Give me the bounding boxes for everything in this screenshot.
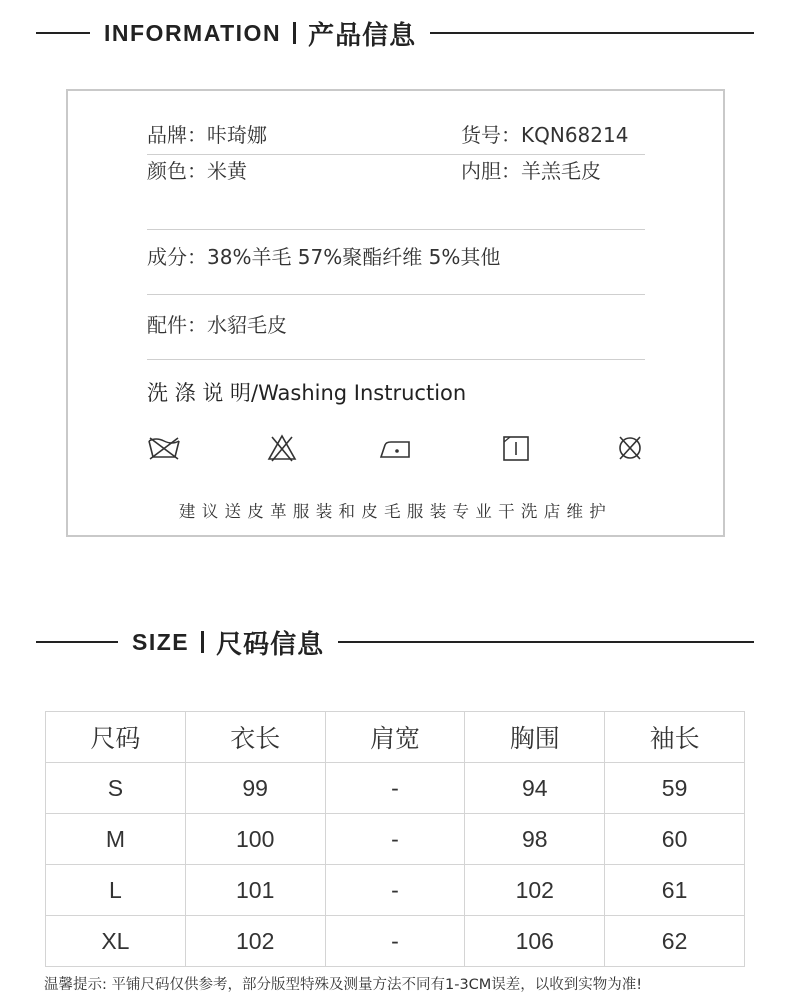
table-cell: L — [46, 865, 186, 916]
heading-en: SIZE — [132, 628, 190, 655]
column-header: 袖长 — [605, 712, 745, 763]
brand-field: 品牌：咔琦娜 — [147, 123, 267, 147]
do-not-tumble-dry-icon — [613, 433, 647, 463]
column-header: 肩宽 — [325, 712, 465, 763]
table-cell: 100 — [185, 814, 325, 865]
table-cell: M — [46, 814, 186, 865]
table-cell: - — [325, 865, 465, 916]
information-heading — [36, 13, 754, 53]
table-cell: 106 — [465, 916, 605, 967]
table-cell: 60 — [605, 814, 745, 865]
table-cell: 59 — [605, 763, 745, 814]
table-cell: 62 — [605, 916, 745, 967]
table-cell: - — [325, 763, 465, 814]
info-row-accessory — [147, 296, 645, 360]
size-table-header — [46, 712, 745, 763]
table-cell: 61 — [605, 865, 745, 916]
table-row — [46, 865, 745, 916]
row-divider — [147, 294, 645, 295]
heading-rule-right — [338, 641, 754, 643]
color-field: 颜色：米黄 — [147, 159, 247, 183]
washing-icons — [147, 433, 645, 465]
heading-divider — [293, 22, 296, 44]
do-not-bleach-icon — [265, 433, 299, 463]
column-header: 衣长 — [185, 712, 325, 763]
size-table — [45, 711, 745, 967]
table-cell: S — [46, 763, 186, 814]
size-footnote: 温馨提示: 平铺尺码仅供参考，部分版型特殊及测量方法不同有1-3CM误差，以收到实物为准! — [44, 977, 643, 993]
heading-divider — [201, 631, 204, 653]
washing-note: 建议送皮革服装和皮毛服装专业干洗店维护 — [178, 502, 613, 521]
heading-cn: 尺码信息 — [216, 629, 325, 660]
table-cell: 99 — [185, 763, 325, 814]
heading-rule-right — [430, 32, 754, 34]
table-row — [46, 916, 745, 967]
table-cell: 101 — [185, 865, 325, 916]
info-row-brand — [147, 91, 645, 155]
table-cell: 98 — [465, 814, 605, 865]
accessory-field: 配件：水貂毛皮 — [147, 313, 287, 337]
iron-low-heat-icon — [379, 433, 413, 463]
table-row — [46, 763, 745, 814]
washing-instruction-title: 洗 涤 说 明/Washing Instruction — [147, 381, 467, 405]
table-cell: - — [325, 814, 465, 865]
heading-rule-left — [36, 641, 118, 643]
row-divider — [147, 359, 645, 360]
heading-rule-left — [36, 32, 90, 34]
composition-field: 成分：38%羊毛 57%聚酯纤维 5%其他 — [147, 245, 501, 269]
do-not-wash-icon — [147, 433, 181, 463]
heading-en: INFORMATION — [104, 19, 282, 46]
column-header: 尺码 — [46, 712, 186, 763]
heading-text — [90, 15, 430, 52]
info-row-composition — [147, 231, 645, 295]
column-header: 胸围 — [465, 712, 605, 763]
table-cell: XL — [46, 916, 186, 967]
table-cell: - — [325, 916, 465, 967]
table-row — [46, 814, 745, 865]
heading-text — [118, 624, 338, 661]
table-cell: 94 — [465, 763, 605, 814]
heading-cn: 产品信息 — [308, 20, 417, 51]
item-number-field: 货号：KQN68214 — [461, 123, 629, 147]
info-row-color — [147, 159, 645, 230]
line-dry-icon — [499, 433, 533, 463]
product-info-box — [66, 89, 725, 537]
lining-field: 内胆：羊羔毛皮 — [461, 159, 601, 183]
row-divider — [147, 154, 645, 155]
table-cell: 102 — [185, 916, 325, 967]
table-cell: 102 — [465, 865, 605, 916]
size-heading — [36, 622, 754, 662]
row-divider — [147, 229, 645, 230]
